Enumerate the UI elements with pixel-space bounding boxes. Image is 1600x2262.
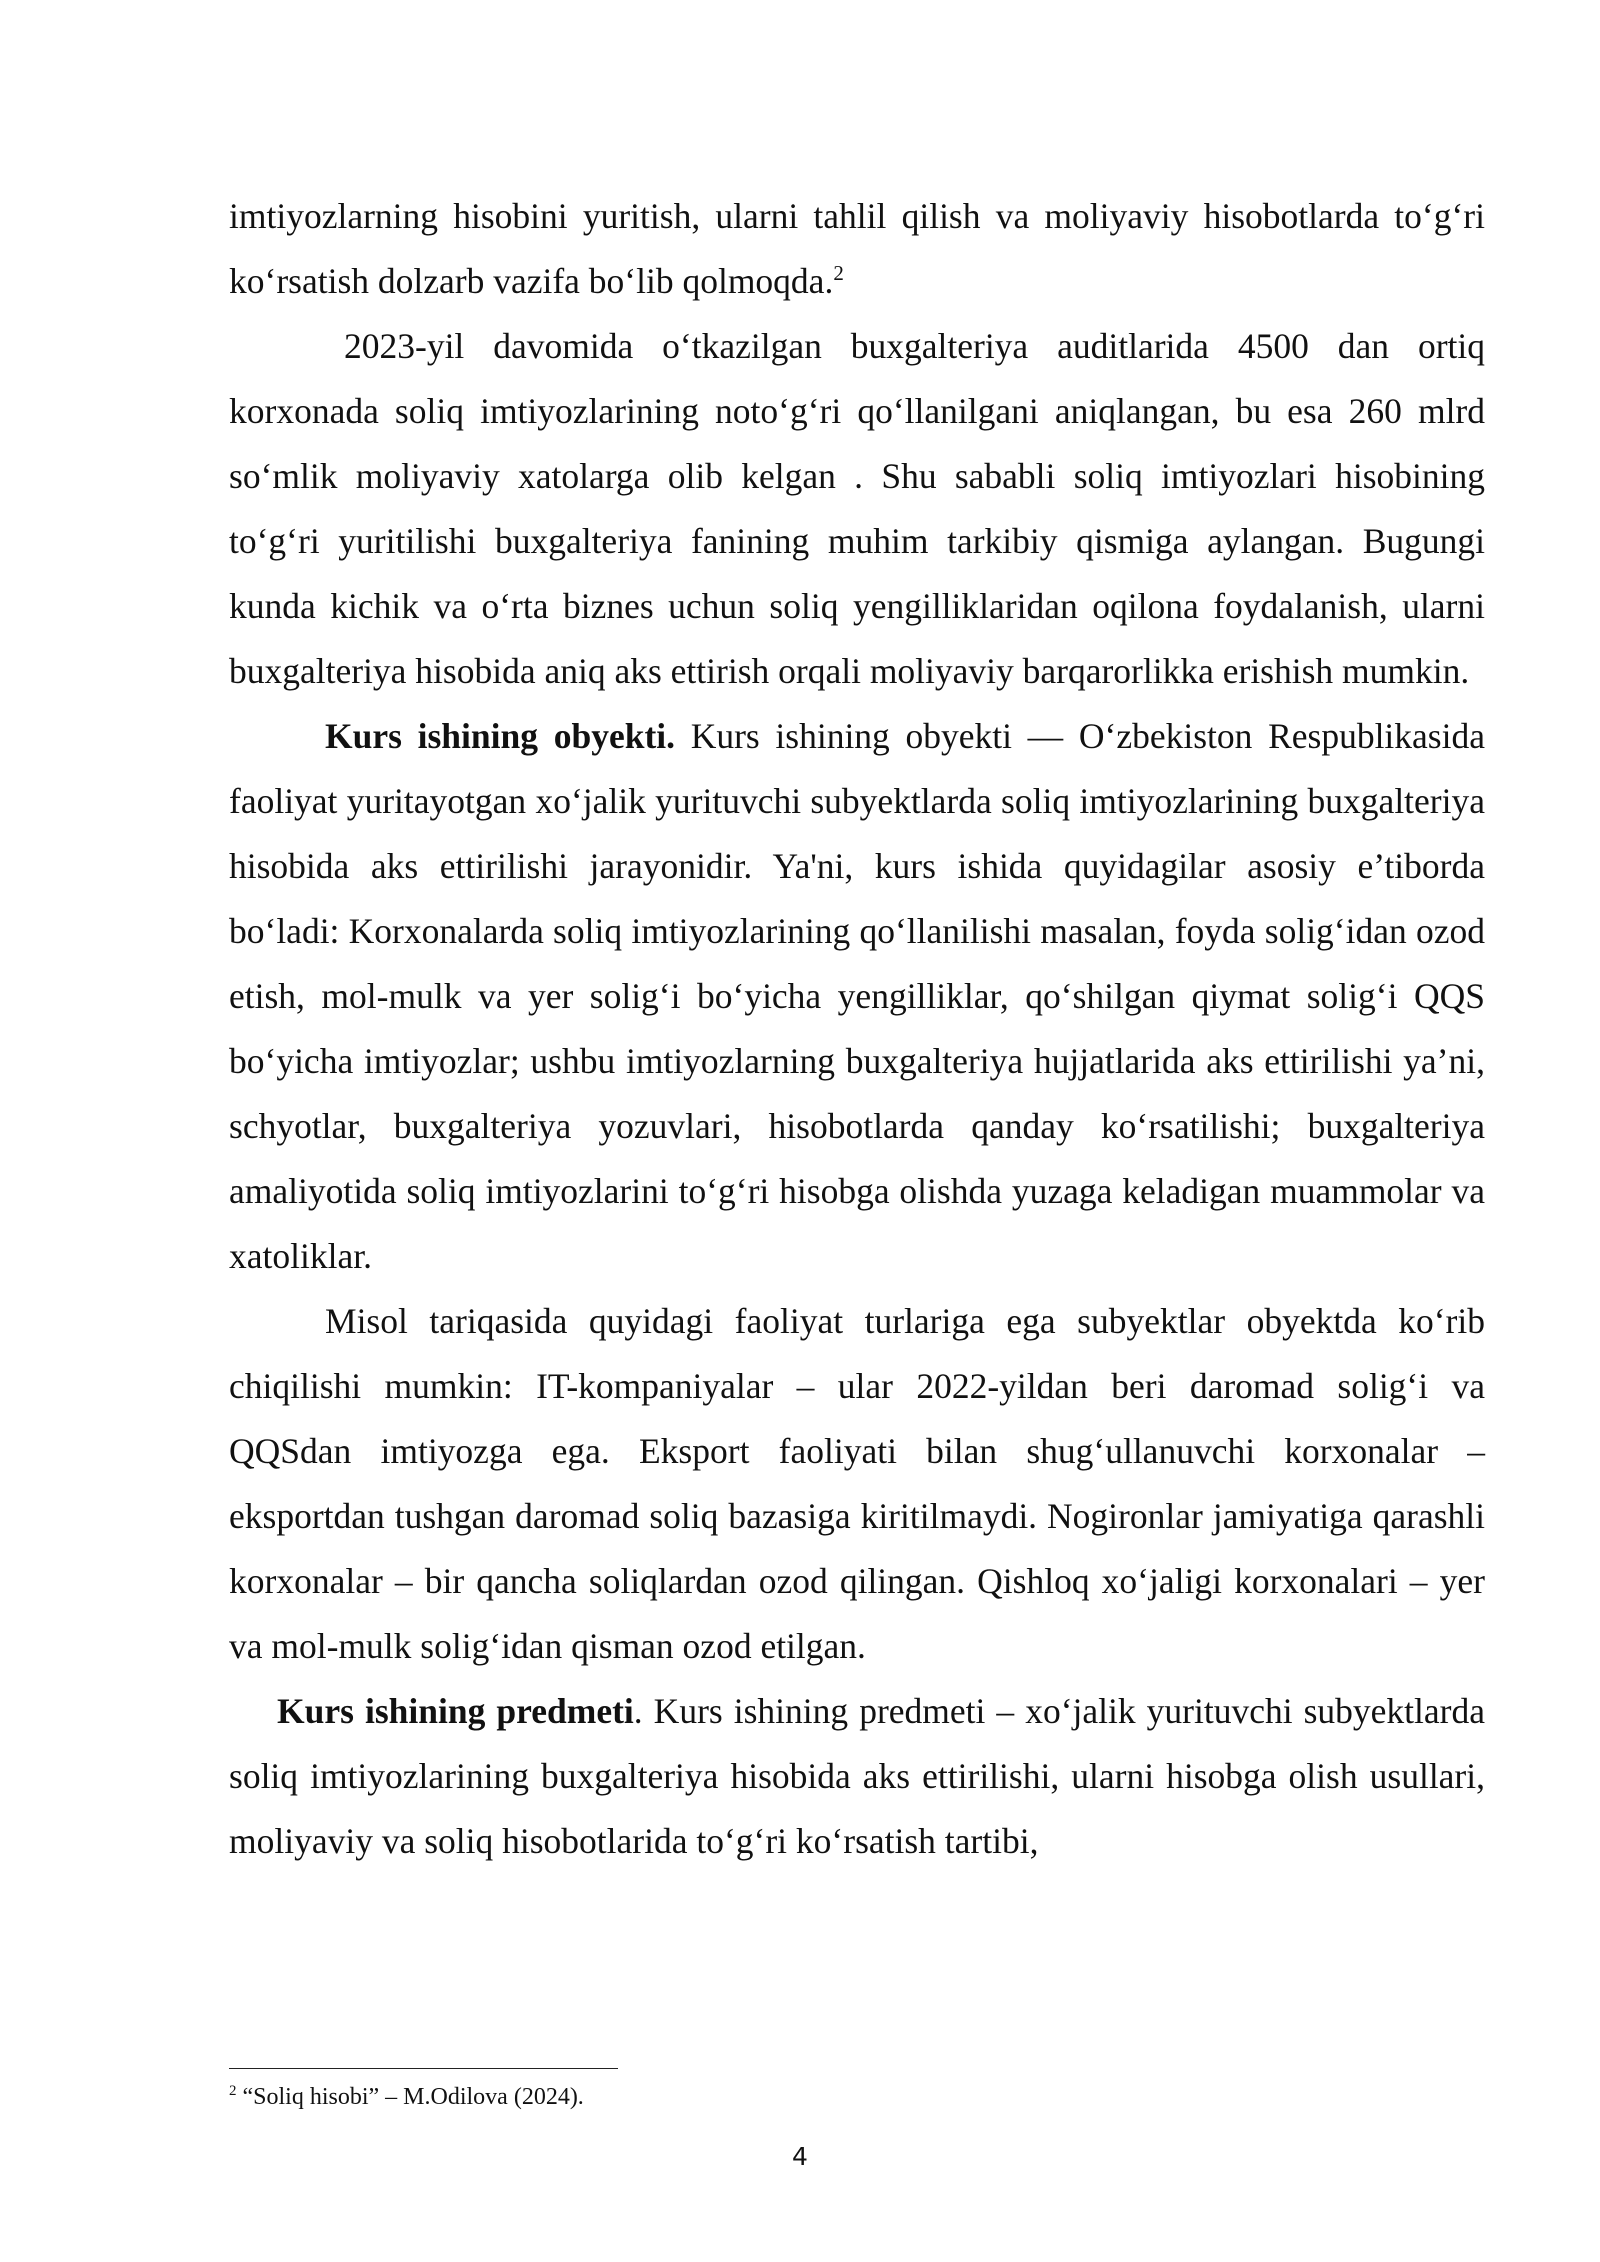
paragraph-course-object [229, 704, 1485, 1289]
paragraph-text: imtiyozlarning hisobini yuritish, ularni tahlil qilish va moliyaviy hisobotlarda to‘g‘ri ko‘rsatish dolzarb vazifa bo‘lib qolmoqda. [229, 196, 1485, 301]
paragraph-heading: Kurs ishining obyekti. [325, 716, 675, 756]
page-number: 4 [792, 2142, 808, 2171]
footnote-text: “Soliq hisobi” – M.Odilova (2024). [236, 2084, 584, 2110]
footnote-separator [229, 2068, 618, 2069]
paragraph-examples [229, 1289, 1485, 1679]
paragraph-text: Misol tariqasida quyidagi faoliyat turlariga ega subyektlar obyektda ko‘rib chiqilishi mumkin: IT-kompaniyalar – ular 2022-yildan beri daromad solig‘i va QQSdan imtiyozga ega. Eksport faoliyati bilan shug‘ullanuvchi korxonalar – eksportdan tushgan daromad soliq bazasiga kiritilmaydi. Nogironlar jamiyatiga qarashli korxonalar – bir qancha soliqlardan ozod qilingan. Qishloq xo‘jaligi korxonalari – yer va mol-mulk solig‘idan qisman ozod etilgan. [229, 1301, 1485, 1666]
body-text [229, 184, 1485, 1874]
paragraph-course-subject [229, 1679, 1485, 1874]
paragraph-audit-statistics [229, 314, 1485, 704]
paragraph-continuation [229, 184, 1485, 314]
footnote-number: 2 [229, 2083, 237, 2099]
paragraph-text: . Kurs ishining predmeti – xo‘jalik yurituvchi subyektlarda soliq imtiyozlarining buxgalteriya hisobida aks ettirilishi, ularni hisobga olish usullari, moliyaviy va soliq hisobotlarida to‘g‘ri ko‘rsatish tartibi, [229, 1691, 1485, 1861]
footnote-reference[interactable]: 2 [833, 261, 844, 286]
paragraph-heading: Kurs ishining predmeti [277, 1691, 634, 1731]
paragraph-text: 2023-yil davomida o‘tkazilgan buxgalteriya auditlarida 4500 dan ortiq korxonada soliq imtiyozlarining noto‘g‘ri qo‘llanilgani aniqlangan, bu esa 260 mlrd so‘mlik moliyaviy xatolarga olib kelgan . Shu sababli soliq imtiyozlari hisobining to‘g‘ri yuritilishi buxgalteriya fanining muhim tarkibiy qismiga aylangan. Bugungi kunda kichik va o‘rta biznes uchun soliq yengilliklaridan oqilona foydalanish, ularni buxgalteriya hisobida aniq aks ettirish orqali moliyaviy barqarorlikka erishish mumkin. [229, 326, 1485, 691]
paragraph-text: Kurs ishining obyekti — O‘zbekiston Respublikasida faoliyat yuritayotgan xo‘jalik yurituvchi subyektlarda soliq imtiyozlarining buxgalteriya hisobida aks ettirilishi jarayonidir. Ya'ni, kurs ishida quyidagilar asosiy e’tiborda bo‘ladi: Korxonalarda soliq imtiyozlarining qo‘llanilishi masalan, foyda solig‘idan ozod etish, mol-mulk va yer solig‘i bo‘yicha yengilliklar, qo‘shilgan qiymat solig‘i QQS bo‘yicha imtiyozlar; ushbu imtiyozlarning buxgalteriya hujjatlarida aks ettirilishi ya’ni, schyotlar, buxgalteriya yozuvlari, hisobotlarda qanday ko‘rsatilishi; buxgalteriya amaliyotida soliq imtiyozlarini to‘g‘ri hisobga olishda yuzaga keladigan muammolar va xatoliklar. [229, 716, 1485, 1276]
footnote [229, 2082, 584, 2112]
